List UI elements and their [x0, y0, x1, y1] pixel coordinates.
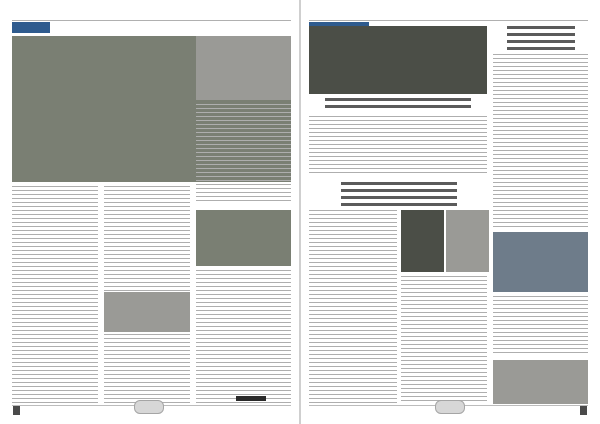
text-column	[309, 116, 487, 174]
text-column	[196, 270, 291, 404]
page-header	[12, 12, 291, 21]
page-header	[309, 12, 588, 21]
text-column	[196, 104, 291, 204]
text-column	[493, 296, 588, 356]
group-photo	[309, 26, 487, 94]
logo-icon	[134, 400, 164, 414]
meeting-photo	[493, 360, 588, 404]
portrait-photo	[446, 210, 489, 272]
portrait-photo	[401, 210, 444, 272]
text-column	[309, 210, 397, 404]
page-number	[580, 406, 587, 415]
author-signature	[236, 396, 266, 401]
top-right-photo	[196, 36, 291, 100]
section-tab	[12, 22, 50, 33]
inset-photo	[196, 210, 291, 266]
logo-icon	[435, 400, 465, 414]
text-column	[493, 54, 588, 228]
podium-photo	[493, 232, 588, 292]
text-column	[12, 186, 98, 404]
group-photo	[104, 292, 190, 332]
right-page	[301, 0, 600, 424]
headline-placeholder	[325, 98, 471, 112]
headline-placeholder	[341, 182, 457, 206]
headline-placeholder	[507, 26, 575, 50]
left-page	[0, 0, 299, 424]
page-number	[13, 406, 20, 415]
text-column	[401, 276, 487, 404]
